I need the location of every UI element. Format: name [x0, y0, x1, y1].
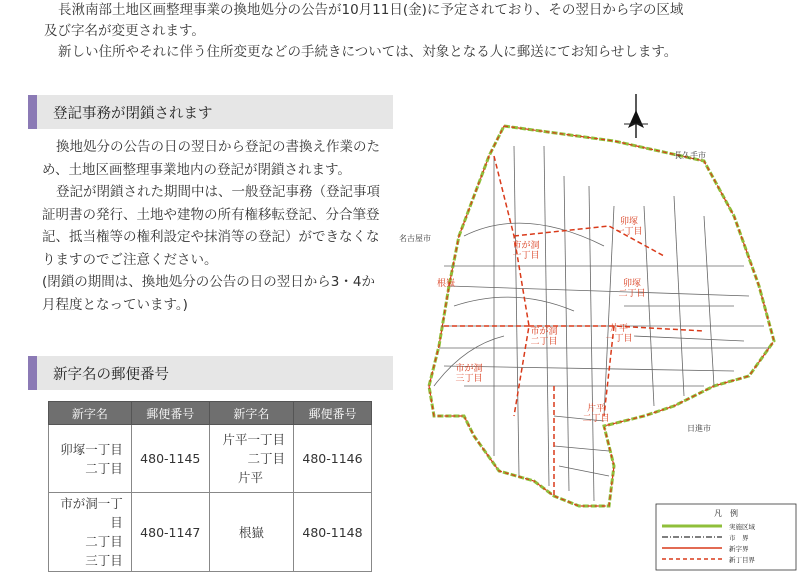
column-header: 郵便番号 [131, 402, 209, 425]
town-name: 二丁目 [85, 534, 123, 549]
town-name: 卯塚一丁目 [60, 441, 123, 457]
label-ichigahora-1: 市が洞 [512, 241, 540, 251]
label-uzuka-1: 卯塚 [619, 217, 639, 227]
section-title: 登記事務が閉鎖されます [53, 106, 213, 122]
label-katahira-1: 片平 [609, 324, 629, 334]
label-uzuka-1b: 一丁目 [615, 227, 643, 237]
label-nagoya-city: 名古屋市 [399, 234, 431, 243]
boundary-outer [429, 126, 774, 506]
paragraph-note: (閉鎖の期間は、換地処分の公告の日の翌日から3・4か月程度となっています。) [42, 274, 375, 313]
label-katahira-1b: 一丁目 [605, 334, 633, 344]
postal-code-cell: 480-1146 [293, 425, 371, 493]
intro-text [44, 0, 784, 63]
table-header-row [49, 402, 372, 425]
legend-item: 新丁目界 [729, 556, 755, 564]
label-netake: 根嶽 [436, 279, 456, 289]
table-row [49, 425, 372, 493]
boundary-outer-red [429, 126, 774, 506]
label-uzuka-2: 卯塚 [622, 279, 642, 289]
column-header: 新字名 [209, 402, 293, 425]
label-ichigahora-3b: 三丁目 [455, 374, 483, 384]
registry-body [42, 136, 380, 316]
town-name-cell [49, 425, 132, 493]
label-katahira-2b: 二丁目 [582, 414, 610, 424]
label-katahira-2: 片平 [586, 404, 606, 414]
postal-code-cell: 480-1147 [131, 493, 209, 572]
label-ichigahora-3: 市が洞 [455, 364, 483, 374]
label-uzuka-2b: 二丁目 [618, 289, 646, 299]
section-heading-postal [28, 356, 393, 390]
district-map [399, 86, 798, 572]
column-header: 郵便番号 [293, 402, 371, 425]
column-header: 新字名 [49, 402, 132, 425]
paragraph: 登記が閉鎖された期間中は、一般登記事務（登記事項証明書の発行、土地や建物の所有権移転登記、分合筆登記、抵当権等の権利設定や抹消等の登記）ができなくなりますのでご注意ください。 [42, 184, 380, 268]
label-ichigahora-2b: 二丁目 [530, 337, 558, 347]
town-name-cell: 根嶽 [209, 493, 293, 572]
intro-line-3: 新しい住所やそれに伴う住所変更などの手続きについては、対象となる人に郵送にてお知らせします。 [58, 44, 678, 60]
paragraph: 換地処分の公告の日の翌日から登記の書換え作業のため、土地区画整理事業地内の登記が閉鎖されます。 [42, 139, 380, 178]
postal-code-cell: 480-1148 [293, 493, 371, 572]
label-nagakute-city: 長久手市 [674, 151, 706, 160]
label-ichigahora-2: 市が洞 [530, 327, 558, 337]
section-title: 新字名の郵便番号 [53, 367, 169, 383]
legend-item: 新字界 [729, 545, 749, 553]
legend-item: 市 界 [729, 534, 749, 542]
town-name: 三丁目 [85, 553, 123, 568]
town-name: 片平一丁目 [222, 432, 285, 447]
north-arrow-icon [624, 94, 648, 138]
label-nisshin-city: 日進市 [687, 424, 711, 433]
town-name: 二丁目 [85, 460, 123, 476]
road-network [434, 146, 769, 501]
town-name-cell [209, 425, 293, 493]
label-ichigahora-1b: 一丁目 [512, 251, 540, 261]
postal-code-cell: 480-1145 [131, 425, 209, 493]
legend-title: 凡 例 [714, 509, 738, 518]
table-row [49, 493, 372, 572]
town-name: 市が洞一丁目 [60, 496, 123, 530]
town-name: 片平 [237, 470, 263, 485]
intro-line-2: 及び字名が変更されます。 [44, 23, 205, 39]
legend-item: 実施区域 [729, 523, 755, 531]
town-name: 二丁目 [247, 451, 285, 466]
intro-line-1: 長湫南部土地区画整理事業の換地処分の公告が10月11日(金)に予定されており、その翌日から字の区域 [58, 2, 684, 18]
postal-code-table [48, 401, 372, 572]
section-heading-registry [28, 95, 393, 129]
town-name-cell [49, 493, 132, 572]
map-legend [656, 504, 796, 570]
